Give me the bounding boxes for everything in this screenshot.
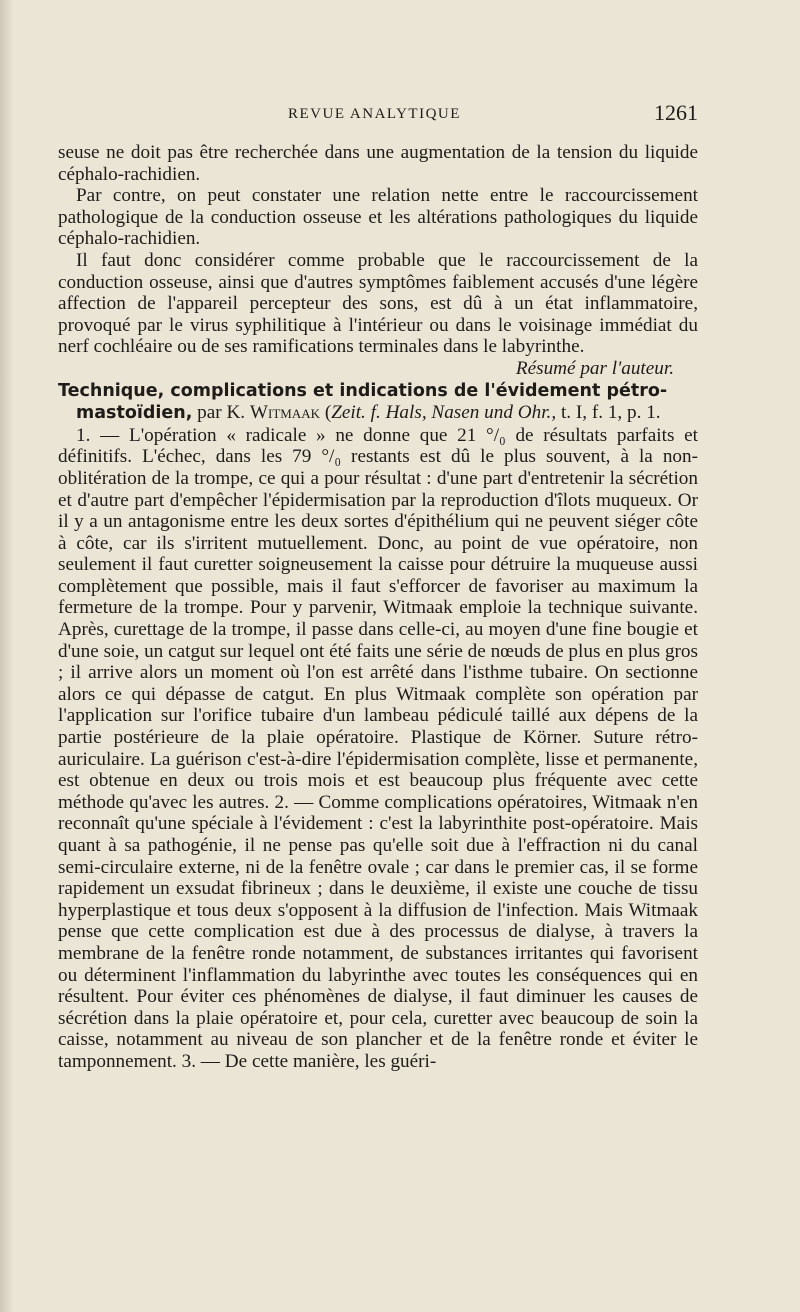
page-edge-shadow (0, 0, 14, 1312)
article-title: Technique, complications et indications de l'évidement pétro-mastoïdien, (58, 380, 668, 424)
page-number: 1261 (654, 100, 698, 125)
page-content (58, 142, 698, 1073)
article-ref-open: ( (324, 402, 332, 424)
article-by: par K. (197, 402, 246, 424)
article-journal: Zeit. f. Hals, Nasen und Ohr., (331, 402, 557, 424)
article-reference: t. I, f. 1, p. 1. (560, 402, 661, 424)
article-heading (58, 380, 698, 425)
summary-attribution: Résumé par l'auteur. (515, 357, 674, 379)
article-author: Witmaak (249, 402, 321, 424)
running-title: REVUE ANALYTIQUE (288, 106, 461, 122)
page-header (58, 100, 698, 130)
intro-paragraph-continued: seuse ne doit pas être recherchée dans une augmentation de la tension du liquide céphalo-rachidien. (58, 142, 698, 185)
intro-paragraph-3: Il faut donc considérer comme probable que le raccourcissement de la conduction osseuse, ainsi que d'autres symptômes faiblement accusés d'une légère affection de l'appareil percepteur des sons, est dû à un état inflammatoire, provoqué par le virus syphilitique à l'intérieur ou dans le voisinage immédiat du nerf cochléaire ou de ses ramifications terminales dans le labyrinthe. (58, 249, 698, 358)
article-body: 1. — L'opération « radicale » ne donne que 21 °/₀ de résultats parfaits et définitifs. L'échec, dans les 79 °/₀ restants est dû le plus souvent, à la non-oblitération de la trompe, ce qui a pour résultat : d'une part d'entretenir la sécrétion et d'autre part d'empêcher l'épidermisation par la reproduction d'îlots muqueux. Or il y a un antagonisme entre les deux sortes d'épithélium qui ne peuvent siéger côte à côte, car ils s'irritent mutuellement. Donc, au point de vue opératoire, non seulement il faut curetter soigneusement la caisse pour détruire la muqueuse aussi complètement que possible, mais il faut s'efforcer de favoriser au maximum la fermeture de la trompe. Pour y parvenir, Witmaak emploie la technique suivante. Après, curettage de la trompe, il passe dans celle-ci, au moyen d'une fine bougie et d'une soie, un catgut sur lequel ont été faits une série de nœuds de plus en plus gros ; il arrive alors un moment où l'on est arrêté dans l'isthme tubaire. On sectionne alors ce qui dépasse de catgut. En plus Witmaak complète son opération par l'application sur l'orifice tubaire d'un lambeau pédiculé taillé aux dépens de la partie postérieure de la plaie opératoire. Plastique de Körner. Suture rétro-auriculaire. La guérison c'est-à-dire l'épidermisation complète, lisse et permanente, est obtenue en deux ou trois mois et est beaucoup plus fréquente avec cette méthode qu'avec les autres. 2. — Comme complications opératoires, Witmaak n'en reconnaît qu'une spéciale à l'évidement : c'est la labyrinthite post-opératoire. Mais quant à sa pathogénie, il ne pense pas qu'elle soit due à l'effraction ni du canal semi-circulaire externe, ni de la fenêtre ovale ; car dans le premier cas, il se forme rapidement un exsudat fibrineux ; dans le deuxième, il existe une couche de tissu hyperplastique et tous deux s'opposent à la diffusion de l'infection. Mais Witmaak pense que cette complication est due à des processus de dialyse, à travers la membrane de la fenêtre ronde notamment, de substances irritantes qui favorisent ou déterminent l'inflammation du labyrinthe avec toutes les conséquences qui en résultent. Pour éviter ces phénomènes de dialyse, il faut diminuer les causes de sécrétion dans la plaie opératoire et, pour cela, curetter avec beaucoup de soin la caisse, notamment au niveau de son plancher et de la fenêtre ronde et éviter le tamponnement. 3. — De cette manière, les guéri- (58, 424, 698, 1072)
intro-paragraph-2: Par contre, on peut constater une relation nette entre le raccourcissement pathologique de la conduction osseuse et les altérations pathologiques du liquide céphalo-rachidien. (58, 185, 698, 250)
